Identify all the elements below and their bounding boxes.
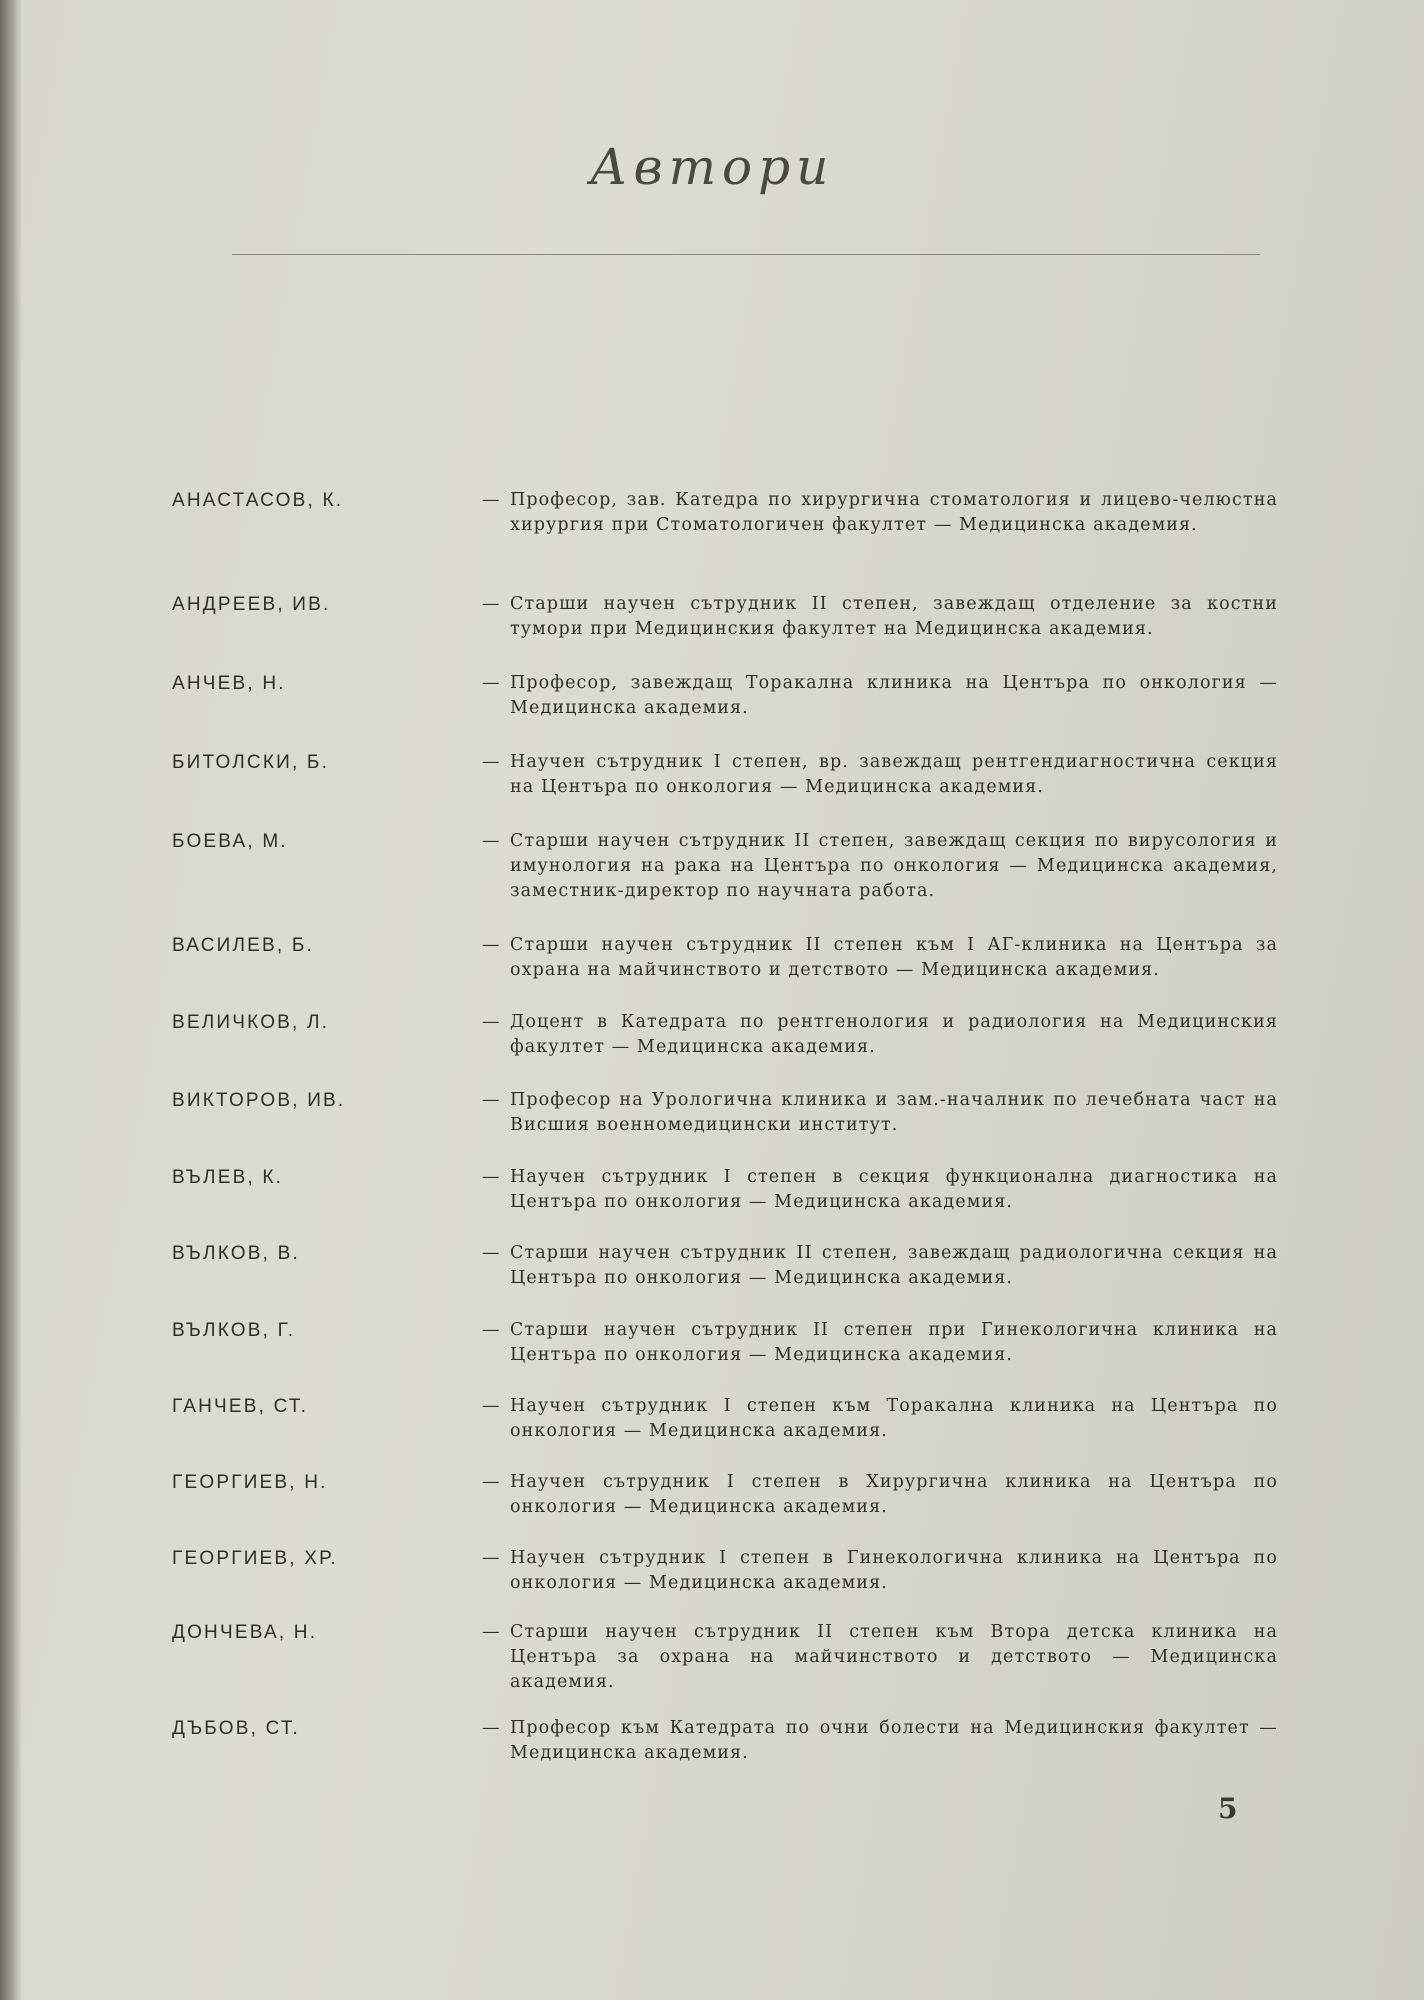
author-description: Старши научен сътрудник II степен при Гинекологична клиника на Центъра по онкология — Медицинска академия. bbox=[510, 1320, 1278, 1365]
author-description: Старши научен сътрудник II степен, завеждащ секция по вирусология и имунология на рака на Центъра по онкология — Медицинска академия, заместник-директор по научната работа. bbox=[510, 831, 1278, 901]
author-description: Научен сътрудник I степен в Хирургична клиника на Центъра по онкология — Медицинска академия. bbox=[510, 1472, 1278, 1517]
author-description: Професор, зав. Катедра по хирургична стоматология и лицево-челюстна хирургия при Стоматологичен факултет — Медицинска академия. bbox=[510, 490, 1278, 535]
author-name: ГЕОРГИЕВ, ХР. bbox=[172, 1548, 338, 1569]
entry-dash: — bbox=[482, 594, 500, 614]
entry-dash: — bbox=[482, 1718, 500, 1738]
author-name: ГАНЧЕВ, СТ. bbox=[172, 1396, 309, 1417]
author-name: ГЕОРГИЕВ, Н. bbox=[172, 1472, 328, 1493]
author-name: ВАСИЛЕВ, Б. bbox=[172, 935, 314, 956]
author-name: ВИКТОРОВ, ИВ. bbox=[172, 1090, 346, 1111]
author-name: БОЕВА, М. bbox=[172, 831, 288, 852]
entry-dash: — bbox=[482, 490, 500, 510]
author-name: ВЪЛКОВ, В. bbox=[172, 1243, 300, 1264]
entry-dash: — bbox=[482, 1243, 500, 1263]
author-description: Научен сътрудник I степен, вр. завеждащ рентгендиагностична секция на Центъра по онкология — Медицинска академия. bbox=[510, 752, 1278, 797]
author-description: Доцент в Катедрата по рентгенология и радиология на Медицинския факултет — Медицинска академия. bbox=[510, 1012, 1278, 1057]
author-name: ВЪЛКОВ, Г. bbox=[172, 1320, 296, 1341]
author-name: АНДРЕЕВ, ИВ. bbox=[172, 594, 331, 615]
entry-dash: — bbox=[482, 673, 500, 693]
entry-dash: — bbox=[482, 935, 500, 955]
entry-dash: — bbox=[482, 1167, 500, 1187]
author-name: АНЧЕВ, Н. bbox=[172, 673, 286, 694]
author-description: Научен сътрудник I степен в Гинекологична клиника на Центъра по онкология — Медицинска академия. bbox=[510, 1548, 1278, 1593]
author-name: ДЪБОВ, СТ. bbox=[172, 1718, 301, 1739]
entry-dash: — bbox=[482, 752, 500, 772]
author-description: Старши научен сътрудник II степен към I АГ-клиника на Центъра за охрана на майчинството и детството — Медицинска академия. bbox=[510, 935, 1278, 980]
entry-dash: — bbox=[482, 1320, 500, 1340]
author-description: Старши научен сътрудник II степен към Втора детска клиника на Центъра за охрана на майчинството и детството — Медицинска академия. bbox=[510, 1622, 1278, 1692]
entry-dash: — bbox=[482, 1396, 500, 1416]
entry-dash: — bbox=[482, 1090, 500, 1110]
author-name: ВЕЛИЧКОВ, Л. bbox=[172, 1012, 330, 1033]
page-number: 5 bbox=[1218, 1792, 1238, 1825]
entry-dash: — bbox=[482, 1622, 500, 1642]
author-description: Научен сътрудник I степен в секция функционална диагностика на Центъра по онкология — Медицинска академия. bbox=[510, 1167, 1278, 1212]
author-description: Професор към Катедрата по очни болести на Медицинския факултет — Медицинска академия. bbox=[510, 1718, 1278, 1763]
entry-dash: — bbox=[482, 1548, 500, 1568]
author-description: Професор на Урологична клиника и зам.-началник по лечебната част на Висшия военномедицински институт. bbox=[510, 1090, 1278, 1135]
author-description: Старши научен сътрудник II степен, завеждащ отделение за костни тумори при Медицинския факултет на Медицинска академия. bbox=[510, 594, 1278, 639]
author-name: АНАСТАСОВ, К. bbox=[172, 490, 344, 511]
page-title: Автори bbox=[589, 138, 835, 196]
author-name: БИТОЛСКИ, Б. bbox=[172, 752, 330, 773]
author-description: Старши научен сътрудник II степен, завеждащ радиологична секция на Центъра по онкология — Медицинска академия. bbox=[510, 1243, 1278, 1288]
author-description: Професор, завеждащ Торакална клиника на Центъра по онкология — Медицинска академия. bbox=[510, 673, 1278, 718]
entry-dash: — bbox=[482, 1472, 500, 1492]
entry-dash: — bbox=[482, 1012, 500, 1032]
entry-dash: — bbox=[482, 831, 500, 851]
author-name: ВЪЛЕВ, К. bbox=[172, 1167, 284, 1188]
author-name: ДОНЧЕВА, Н. bbox=[172, 1622, 318, 1643]
author-description: Научен сътрудник I степен към Торакална клиника на Центъра по онкология — Медицинска академия. bbox=[510, 1396, 1278, 1441]
